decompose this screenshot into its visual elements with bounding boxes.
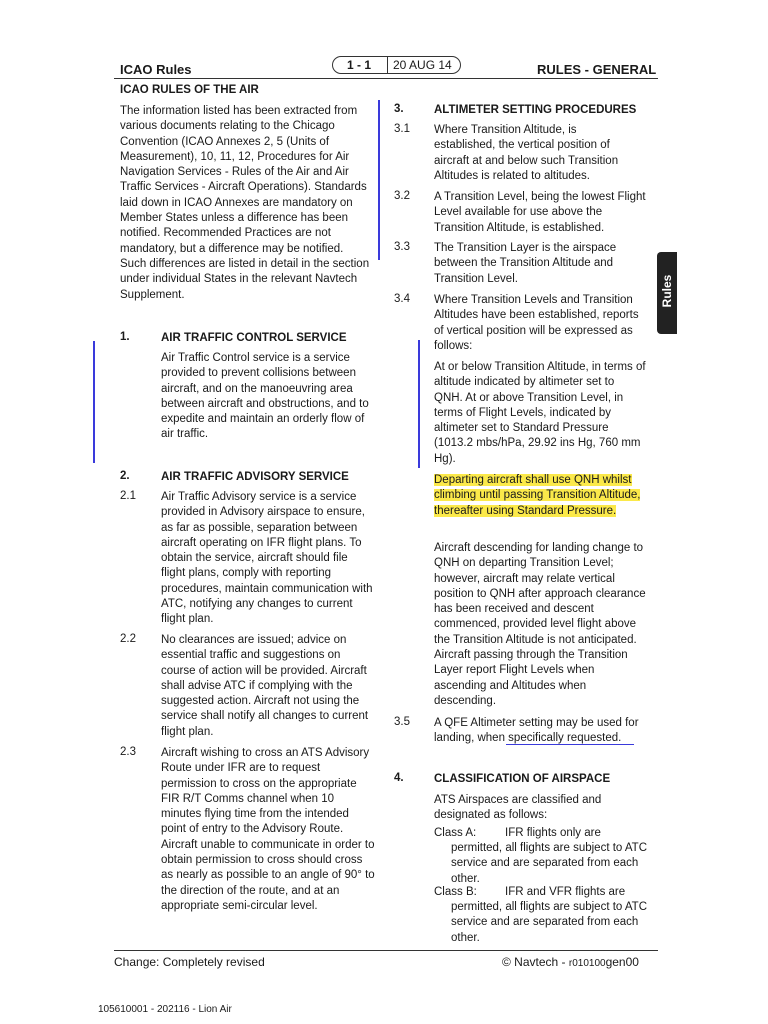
section-2-2-text: No clearances are issued; advice on essential traffic and suggestions on course of action will be provided. Aircraft shall advise ATC if complying with the suggested action. Aircraft not using the service shall notify all changes to current flight plan. (161, 634, 369, 738)
section-1-number: 1. (120, 331, 130, 343)
header-page: 1 - 1 (347, 58, 372, 72)
side-tab[interactable] (657, 252, 677, 334)
section-2-1-number: 2.1 (120, 490, 136, 502)
doc-id: 105610001 - 202116 - Lion Air (98, 1004, 232, 1015)
section-4-title: CLASSIFICATION OF AIRSPACE (434, 773, 611, 785)
section-3-number: 3. (394, 103, 404, 115)
section-3-2-text: A Transition Level, being the lowest Flight Level available for use above the Transition Altitude, is established. (434, 191, 646, 234)
footer-change: Change: Completely revised (114, 955, 265, 969)
section-2-1-text: Air Traffic Advisory service is a service provided in Advisory airspace to ensure, as far as possible, separation between aircraft operating on IFR flight plans. To obtain the service, aircraft should file flight plans, comply with reporting procedures, maintain communication with ATC, notifying any changes to current flight plan. (161, 491, 373, 626)
section-2-title: AIR TRAFFIC ADVISORY SERVICE (161, 471, 349, 483)
header-date: 20 AUG 14 (393, 58, 452, 72)
header-divider (387, 56, 388, 74)
section-3-1-text: Where Transition Altitude, is established, the vertical position of aircraft at and below such Transition Altitudes is related to altitudes. (434, 124, 619, 182)
section-4-intro: ATS Airspaces are classified and designated as follows: (434, 794, 602, 822)
header-right: RULES - GENERAL (537, 62, 657, 77)
section-3-5-number: 3.5 (394, 716, 410, 728)
section-2-3-number: 2.3 (120, 746, 136, 758)
class-b-text-1: IFR and VFR flights are (505, 886, 626, 898)
section-3-4-number: 3.4 (394, 293, 410, 305)
section-3-4-altitude-text: At or below Transition Altitude, in terms of altitude indicated by altimeter set to QNH. At or above Transition Level, in terms of Flight Levels, indicated by altimeter set to Standard Pressure (1013.2 mbs/hPa, 29.92 ins Hg, 760 mm Hg). (434, 361, 646, 465)
change-bar (378, 100, 380, 260)
section-3-title: ALTIMETER SETTING PROCEDURES (434, 104, 637, 116)
section-3-2-number: 3.2 (394, 190, 410, 202)
section-4-number: 4. (394, 772, 404, 784)
class-a-text-1: IFR flights only are (505, 827, 601, 839)
left-title: ICAO RULES OF THE AIR (120, 84, 259, 96)
section-2-3-text: Aircraft wishing to cross an ATS Advisory Route under IFR are to request permission to cross on the appropriate FIR R/T Comms channel when 10 minutes flying time from the intended point of entry to the Advisory Route. Aircraft unable to communicate in order to obtain permission to cross should cross as nearly as possible to an angle of 90° to the direction of the route, and at an appropriate semi-circular level. (161, 747, 375, 912)
section-3-3-number: 3.3 (394, 241, 410, 253)
footer-copyright-c: gen00 (605, 955, 639, 969)
underline-mark (506, 744, 634, 745)
highlight-span: Departing aircraft shall use QNH whilst climbing until passing Transition Altitude, thereafter using Standard Pressure. (434, 474, 641, 517)
section-1-title: AIR TRAFFIC CONTROL SERVICE (161, 332, 347, 344)
header-page-box (332, 56, 461, 74)
side-tab-label: Rules (660, 274, 674, 308)
class-a-text-2: permitted, all flights are subject to ATC service and are separated from each other. (451, 842, 648, 885)
footer-copyright (502, 955, 639, 969)
change-bar (418, 340, 420, 468)
section-1-text: Air Traffic Control service is a service provided to prevent collisions between aircraft, and on the manoeuvring area between aircraft and obstructions, and to expedite and maintain an orderly flow of air traffic. (161, 352, 369, 441)
section-2-2-number: 2.2 (120, 633, 136, 645)
class-b-label: Class B: (434, 886, 477, 898)
footer-rule (114, 950, 658, 951)
section-3-4-text: Where Transition Levels and Transition Altitudes have been established, reports of vertical position will be expressed as follows: (434, 294, 639, 352)
header-rule (114, 78, 658, 79)
class-b-text-2: permitted, all flights are subject to ATC service and are separated from each other. (451, 901, 648, 944)
intro-paragraph: The information listed has been extracted from various documents relating to the Chicago Convention (ICAO Annexes 2, 5 (Units of Measurement), 10, 11, 12, Procedures for Air Navigation Services - Rules of the Air and Air Traffic Services - Aircraft Operations). Standards laid down in ICAO Annexes are mandatory on Member States unless a difference has been notified. Recommended Practices are not mandatory, but a difference may be notified. Such differences are listed in detail in the section under individual States in the relevant Navtech Supplement. (120, 105, 370, 301)
footer-copyright-a: © Navtech - (502, 955, 569, 969)
footer-copyright-b: r010100 (568, 958, 606, 969)
section-2-number: 2. (120, 470, 130, 482)
section-3-5-text-b: specifically requested. (508, 732, 622, 745)
section-3-4-highlight-text (434, 473, 646, 519)
header-left: ICAO Rules (120, 62, 192, 77)
section-3-4-descent-text: Aircraft descending for landing change to QNH on departing Transition Level; however, aircraft may relate vertical position to QNH after approach clearance has been received and descent commenced, provided level flight above the Transition Altitude is not anticipated. Aircraft passing through the Transition Layer report Flight Levels when ascending and Altitudes when descending. (434, 542, 646, 707)
section-3-3-text: The Transition Layer is the airspace between the Transition Altitude and Transition Level. (434, 242, 617, 285)
section-3-1-number: 3.1 (394, 123, 410, 135)
class-a-label: Class A: (434, 827, 477, 839)
change-bar (93, 341, 95, 463)
section-3-5-text (434, 716, 650, 747)
section-3-5-text-a: A QFE Altimeter setting may be used for landing, when (434, 717, 639, 745)
